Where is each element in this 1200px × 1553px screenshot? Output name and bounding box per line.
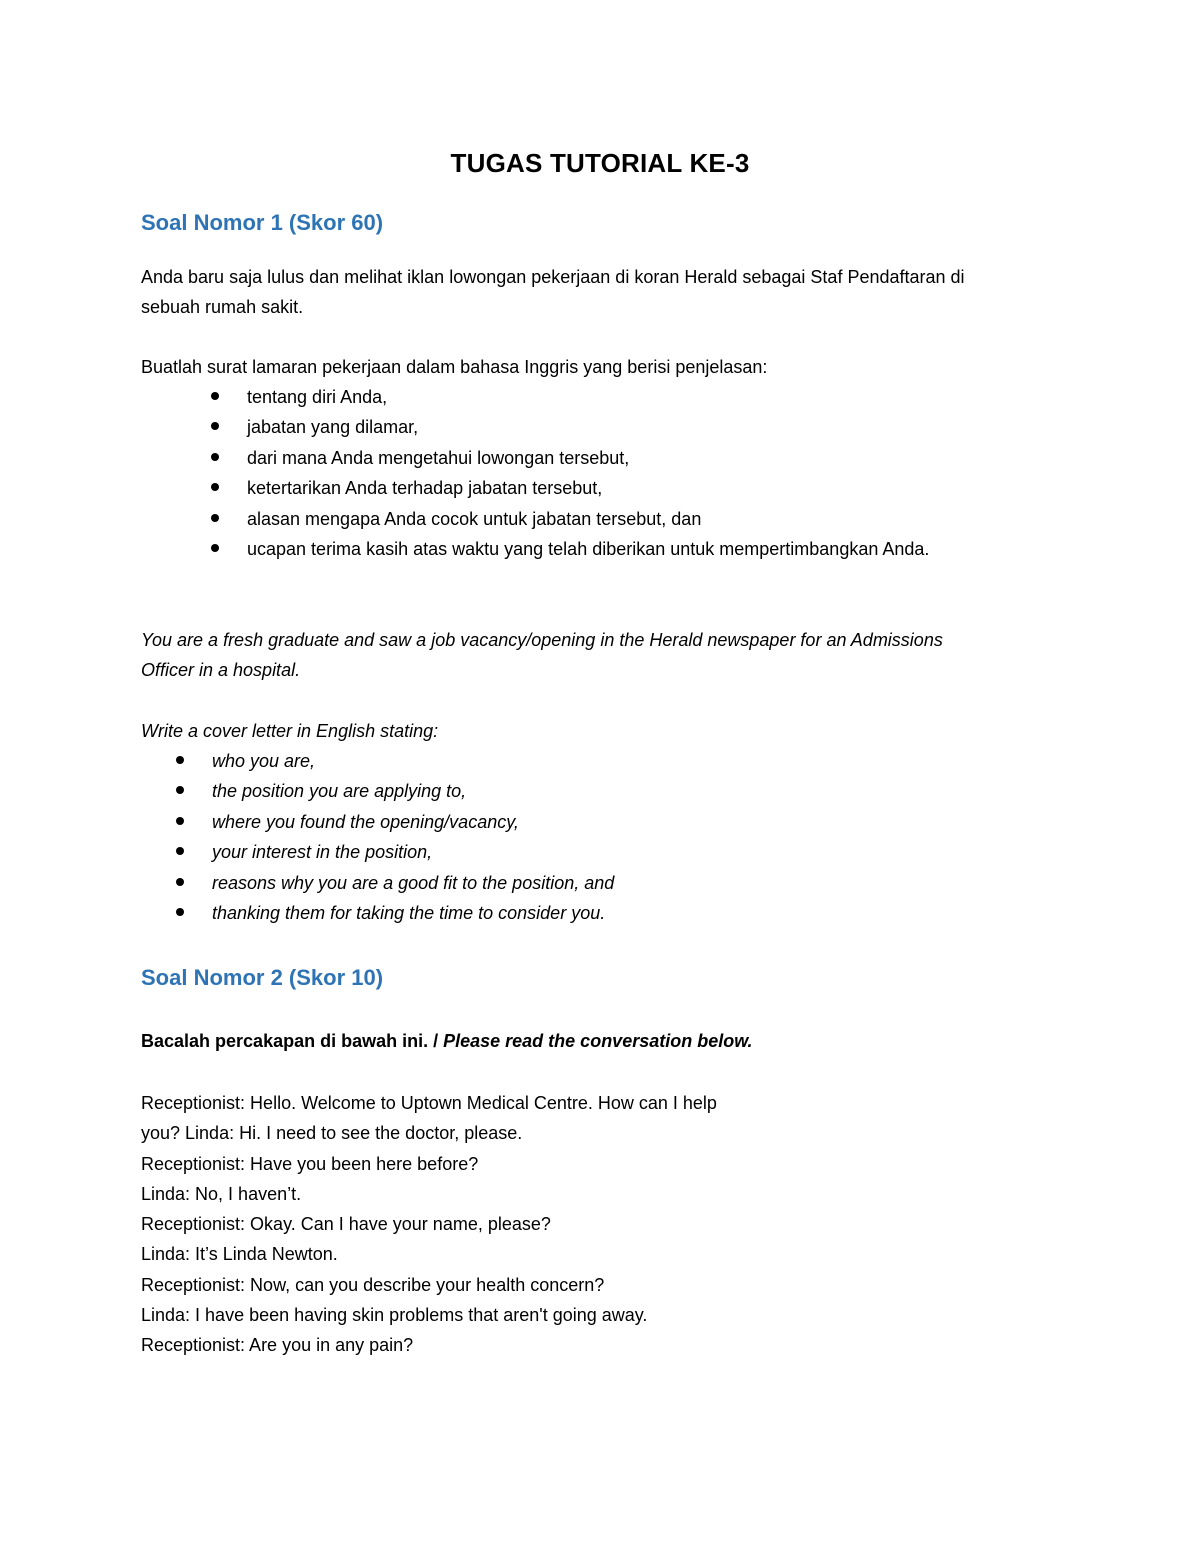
list-item-text: where you found the opening/vacancy, <box>212 811 519 832</box>
list-item-text: tentang diri Anda, <box>247 387 388 407</box>
section2-instruction-indonesian: Bacalah percakapan di bawah ini. / <box>141 1031 444 1051</box>
dialog-line: Receptionist: Have you been here before? <box>141 1153 479 1174</box>
section1-intro-line1: Anda baru saja lulus dan melihat iklan lowongan pekerjaan di koran Herald sebagai Staf Pendaftaran di <box>141 267 965 287</box>
bullet-icon <box>176 847 184 855</box>
list-item-text: reasons why you are a good fit to the position, and <box>212 872 615 893</box>
dialog-line: Receptionist: Hello. Welcome to Uptown Medical Centre. How can I help <box>141 1093 717 1113</box>
list-item <box>141 534 929 564</box>
list-item-text: ketertarikan Anda terhadap jabatan tersebut, <box>247 478 603 499</box>
section1-intro-line2: sebuah rumah sakit. <box>141 297 304 317</box>
bullet-icon <box>176 878 184 886</box>
list-item-text: who you are, <box>212 751 316 771</box>
conversation <box>141 1088 717 1361</box>
list-item <box>141 382 929 412</box>
list-item-text: ucapan terima kasih atas waktu yang telah diberikan untuk mempertimbangkan Anda. <box>247 539 930 560</box>
list-item <box>141 746 614 776</box>
bullet-icon <box>211 453 219 461</box>
list-item-text: dari mana Anda mengetahui lowongan tersebut, <box>247 447 630 468</box>
section1-heading: Soal Nomor 1 (Skor 60) <box>141 210 384 235</box>
section1-english-bullet-list <box>141 746 614 928</box>
dialog-line: Receptionist: Okay. Can I have your name, please? <box>141 1214 551 1235</box>
bullet-icon <box>176 908 184 916</box>
section1-english-intro <box>141 625 1061 685</box>
bullet-icon <box>211 483 219 491</box>
dialog-line: Linda: I have been having skin problems that aren't going away. <box>141 1305 648 1326</box>
section2-instruction-english: Please read the conversation below. <box>443 1031 753 1051</box>
list-item-text: your interest in the position, <box>212 842 433 863</box>
list-item <box>141 473 929 503</box>
list-item-text: the position you are applying to, <box>212 781 467 802</box>
list-item <box>141 776 614 806</box>
list-item <box>141 868 614 898</box>
dialog-line: Linda: It’s Linda Newton. <box>141 1244 338 1265</box>
list-item <box>141 837 614 867</box>
dialog-line: Receptionist: Are you in any pain? <box>141 1335 414 1356</box>
list-item-text: alasan mengapa Anda cocok untuk jabatan tersebut, dan <box>247 508 702 529</box>
bullet-icon <box>211 392 219 400</box>
dialog-line: Receptionist: Now, can you describe your health concern? <box>141 1274 605 1295</box>
section1-bullet-list <box>141 382 929 564</box>
bullet-icon <box>176 786 184 794</box>
list-item <box>141 898 614 928</box>
bullet-icon <box>176 756 184 764</box>
dialog-line: Linda: No, I haven’t. <box>141 1183 302 1204</box>
bullet-icon <box>211 544 219 552</box>
section1-english-intro-line2: Officer in a hospital. <box>141 660 301 680</box>
list-item <box>141 443 929 473</box>
list-item-text: thanking them for taking the time to consider you. <box>212 903 606 924</box>
section2-heading: Soal Nomor 2 (Skor 10) <box>141 965 384 990</box>
bullet-icon <box>211 422 219 430</box>
section2-instruction <box>141 1026 1061 1056</box>
section1-english-intro-line1: You are a fresh graduate and saw a job vacancy/opening in the Herald newspaper for an Admissions <box>141 630 943 650</box>
list-item-text: jabatan yang dilamar, <box>247 417 419 438</box>
bullet-icon <box>176 817 184 825</box>
dialog-line: you? Linda: Hi. I need to see the doctor, please. <box>141 1123 523 1144</box>
page-title: TUGAS TUTORIAL KE-3 <box>450 148 750 178</box>
list-item <box>141 412 929 442</box>
section1-instruction: Buatlah surat lamaran pekerjaan dalam bahasa Inggris yang berisi penjelasan: <box>141 357 768 377</box>
list-item <box>141 807 614 837</box>
list-item <box>141 504 929 534</box>
section1-intro <box>141 262 1061 322</box>
bullet-icon <box>211 514 219 522</box>
section1-english-instruction: Write a cover letter in English stating: <box>141 721 439 741</box>
